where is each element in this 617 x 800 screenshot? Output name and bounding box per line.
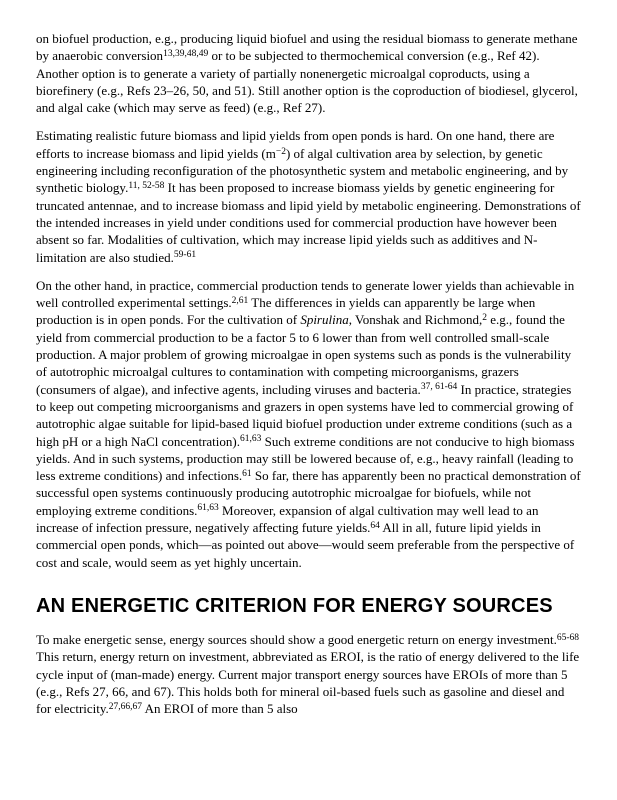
superscript-citation: 2,61 bbox=[231, 295, 249, 306]
paragraph bbox=[36, 127, 581, 265]
body-text: Such extreme conditions are not conducive to high biomass yields. And in such systems, production may still be lowered because of, e.g., heavy rainfall (leading to less extreme conditions) and infections. bbox=[36, 433, 575, 484]
superscript-citation: 11, 52-58 bbox=[128, 181, 165, 192]
superscript-citation: 61,63 bbox=[239, 434, 262, 445]
paragraph bbox=[36, 631, 581, 717]
body-text: So far, there has apparently been no practical demonstration of successful open systems continuously producing autotrophic microalgae for biofuels, while not employing extreme conditions. bbox=[36, 468, 581, 518]
body-text: The differences in yields can apparently be large when production is in open ponds. For the cultivation of bbox=[36, 295, 536, 328]
superscript-citation: 61,63 bbox=[197, 503, 219, 514]
body-text: All in all, future lipid yields in commercial open ponds, which—as pointed out above—would seem preferable from the perspective of cost and scale, would seem as yet highly uncertain. bbox=[36, 520, 575, 570]
superscript-citation: 2 bbox=[482, 313, 487, 324]
superscript-citation: 37, 61-64 bbox=[420, 382, 458, 393]
superscript-citation: 13,39,48,49 bbox=[163, 49, 209, 60]
body-text: Moreover, expansion of algal cultivation may well lead to an increase of infection pressure, negatively affecting future yields. bbox=[36, 502, 539, 536]
body-text: On the other hand, in practice, commercial production tends to generate lower yields than achievable in well controlled experimental settings. bbox=[36, 277, 575, 311]
section-heading: AN ENERGETIC CRITERION FOR ENERGY SOURCES bbox=[36, 594, 553, 617]
body-text: It has been proposed to increase biomass yields by genetic engineering for truncated antennae, and to increase biomass and lipid yield by metabolic engineering. Demonstrations of the intended increases in yield under conditions used for commercial production have however been absent so far. Modalities of cultivation, which may increase lipid yields such as additives and N-limitation are also studied. bbox=[36, 180, 581, 265]
paragraph bbox=[36, 277, 581, 571]
paragraph bbox=[36, 30, 581, 116]
body-text: In practice, strategies to keep out competing microorganisms and grazers in open systems have led to commercial growing of autotrophic algae suitable for lipid-based liquid biofuel production under extreme conditions (such as a high pH or a high NaCl concentration). bbox=[36, 381, 574, 449]
superscript-citation: 61 bbox=[242, 468, 252, 479]
page-body bbox=[36, 30, 581, 717]
body-text: This return, energy return on investment, abbreviated as EROI, is the ratio of energy delivered to the life cycle input of (man-made) energy. Current major transport energy sources have EROIs of more than 5 (e.g., Refs 27, 66, and 67). This holds both for mineral oil-based fuels such as gasoline and diesel and for electricity. bbox=[36, 649, 580, 717]
body-text: e.g., found the yield from commercial production to be a factor 5 to 6 lower than from well controlled small-scale production. A major problem of growing microalgae in open systems such as ponds is the vulnerability of autotrophic microalgal cultures to contamination with competing microorganisms, grazers (consumers of algae), and infective agents, including viruses and bacteria. bbox=[36, 312, 572, 397]
paragraphs-before-heading bbox=[36, 30, 581, 571]
superscript-citation: 59-61 bbox=[173, 250, 197, 261]
superscript-exponent: −2 bbox=[275, 146, 286, 157]
superscript-citation: 27,66,67 bbox=[108, 701, 143, 712]
body-text: ) of algal cultivation area by selection, by genetic engineering including reconfiguration of the photosynthetic system and metabolic engineering, and by synthetic biology. bbox=[36, 145, 569, 196]
body-text: , Vonshak and Richmond, bbox=[348, 312, 483, 328]
body-text: An EROI of more than 5 also bbox=[142, 701, 298, 717]
superscript-citation: 65-68 bbox=[556, 632, 580, 643]
body-text: or to be subjected to thermochemical conversion (e.g., Ref 42). Another option is to generate a variety of partially nonenergetic microalgal coproducts, using a biorefinery (e.g., Refs 23–26, 50, and 51). Still another option is the coproduction of biodiesel, glycerol, and algal cake (which may serve as feed) (e.g., Ref 27). bbox=[36, 48, 578, 116]
body-text: Estimating realistic future biomass and lipid yields from open ponds is hard. On one hand, there are efforts to increase biomass and lipid yields (m bbox=[36, 128, 555, 161]
species-name: Spirulina bbox=[300, 312, 349, 328]
body-text: To make energetic sense, energy sources should show a good energetic return on energy investment. bbox=[36, 631, 557, 647]
superscript-citation: 64 bbox=[370, 520, 380, 531]
body-text: on biofuel production, e.g., producing liquid biofuel and using the residual biomass to generate methane by anaerobic conversion bbox=[36, 31, 578, 64]
paragraphs-after-heading bbox=[36, 631, 581, 717]
